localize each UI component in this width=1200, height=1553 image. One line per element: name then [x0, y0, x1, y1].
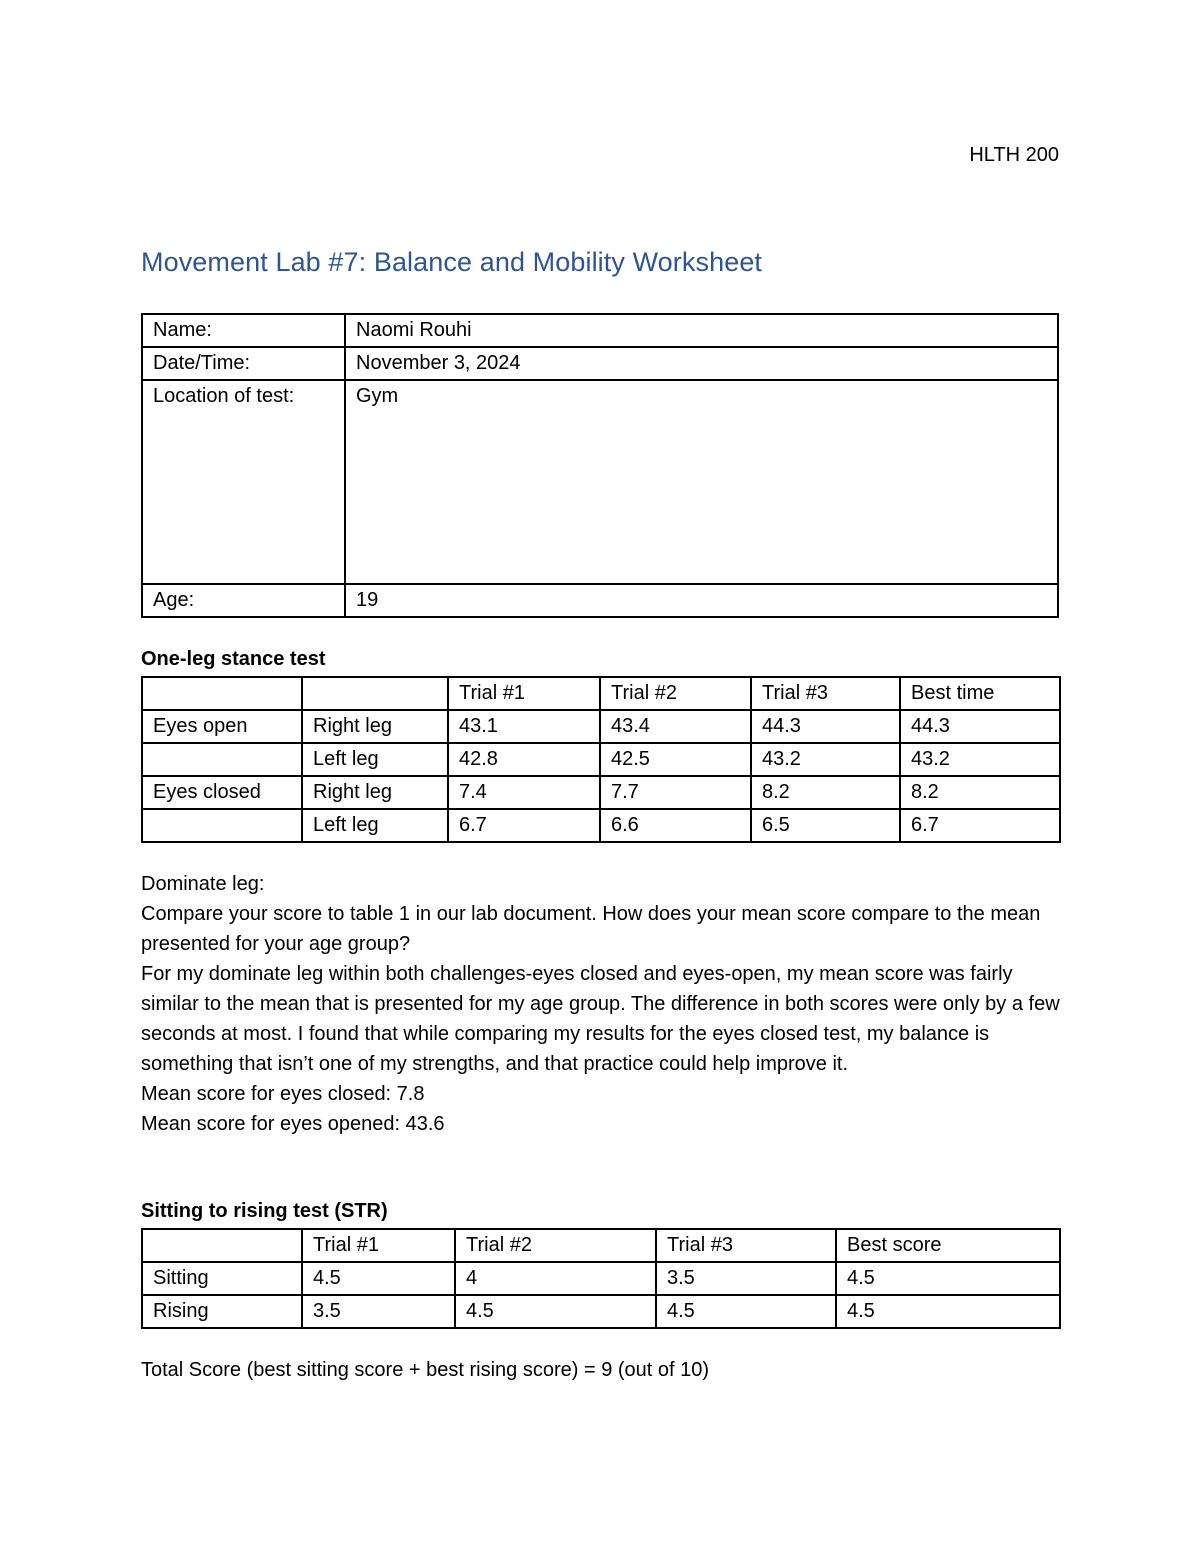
- str-test-heading: Sitting to rising test (STR): [141, 1200, 388, 1222]
- header-cell: [142, 677, 302, 710]
- header-cell: Trial #3: [751, 677, 900, 710]
- table-cell: Sitting: [142, 1262, 302, 1295]
- mean-eyes-closed: Mean score for eyes closed: 7.8: [141, 1083, 425, 1105]
- mean-eyes-opened: Mean score for eyes opened: 43.6: [141, 1113, 445, 1135]
- table-cell: 4: [455, 1262, 656, 1295]
- table-cell: 43.2: [751, 743, 900, 776]
- table-cell: 43.4: [600, 710, 751, 743]
- age-value: 19: [345, 584, 1058, 617]
- table-cell: 43.1: [448, 710, 600, 743]
- date-label: Date/Time:: [142, 347, 345, 380]
- table-header-row: [142, 1229, 1060, 1262]
- table-row: [142, 1262, 1060, 1295]
- table-cell: 4.5: [656, 1295, 836, 1328]
- name-label: Name:: [142, 314, 345, 347]
- table-cell: 8.2: [900, 776, 1060, 809]
- table-cell: 6.5: [751, 809, 900, 842]
- table-cell: 43.2: [900, 743, 1060, 776]
- table-cell: [142, 809, 302, 842]
- table-row: [142, 809, 1060, 842]
- header-cell: [142, 1229, 302, 1262]
- header-cell: Trial #3: [656, 1229, 836, 1262]
- discussion-section: [141, 869, 1071, 1139]
- table-cell: Right leg: [302, 776, 448, 809]
- table-row: [142, 314, 1058, 347]
- table-cell: [142, 743, 302, 776]
- table-cell: 4.5: [836, 1262, 1060, 1295]
- header-cell: Trial #2: [600, 677, 751, 710]
- total-score: Total Score (best sitting score + best rising score) = 9 (out of 10): [141, 1359, 710, 1381]
- header-cell: Best score: [836, 1229, 1060, 1262]
- table-cell: 42.8: [448, 743, 600, 776]
- header-cell: Trial #2: [455, 1229, 656, 1262]
- table-cell: 4.5: [455, 1295, 656, 1328]
- table-row: [142, 710, 1060, 743]
- table-cell: 6.7: [900, 809, 1060, 842]
- header-cell: [302, 677, 448, 710]
- str-test-table: [141, 1228, 1061, 1329]
- table-cell: 44.3: [900, 710, 1060, 743]
- page-title: Movement Lab #7: Balance and Mobility Worksheet: [141, 247, 763, 277]
- table-row: [142, 380, 1058, 584]
- dominant-leg-label: Dominate leg:: [141, 873, 265, 895]
- table-header-row: [142, 677, 1060, 710]
- table-row: [142, 776, 1060, 809]
- stance-test-table: [141, 676, 1061, 843]
- table-cell: 4.5: [302, 1262, 455, 1295]
- table-cell: 7.4: [448, 776, 600, 809]
- table-row: [142, 584, 1058, 617]
- table-row: [142, 1295, 1060, 1328]
- table-cell: Rising: [142, 1295, 302, 1328]
- location-value: Gym: [345, 380, 1058, 584]
- table-row: [142, 347, 1058, 380]
- table-cell: 4.5: [836, 1295, 1060, 1328]
- table-cell: Eyes open: [142, 710, 302, 743]
- table-cell: 8.2: [751, 776, 900, 809]
- table-cell: 44.3: [751, 710, 900, 743]
- table-row: [142, 743, 1060, 776]
- name-value: Naomi Rouhi: [345, 314, 1058, 347]
- table-cell: Left leg: [302, 743, 448, 776]
- age-label: Age:: [142, 584, 345, 617]
- table-cell: 7.7: [600, 776, 751, 809]
- table-cell: 3.5: [302, 1295, 455, 1328]
- course-code: HLTH 200: [969, 144, 1059, 166]
- table-cell: 6.6: [600, 809, 751, 842]
- header-cell: Trial #1: [302, 1229, 455, 1262]
- discussion-question: Compare your score to table 1 in our lab document. How does your mean score compare to the mean presented for your age group?: [141, 903, 1041, 955]
- header-cell: Best time: [900, 677, 1060, 710]
- discussion-answer: For my dominate leg within both challenges-eyes closed and eyes-open, my mean score was fairly similar to the mean that is presented for my age group. The difference in both scores were only by a few seconds at most. I found that while comparing my results for the eyes closed test, my balance is something that isn’t one of my strengths, and that practice could help improve it.: [141, 963, 1060, 1075]
- table-cell: 42.5: [600, 743, 751, 776]
- student-info-table: [141, 313, 1059, 618]
- table-cell: Left leg: [302, 809, 448, 842]
- date-value: November 3, 2024: [345, 347, 1058, 380]
- table-cell: Eyes closed: [142, 776, 302, 809]
- header-cell: Trial #1: [448, 677, 600, 710]
- table-cell: 3.5: [656, 1262, 836, 1295]
- location-label: Location of test:: [142, 380, 345, 584]
- stance-test-heading: One-leg stance test: [141, 648, 326, 670]
- table-cell: 6.7: [448, 809, 600, 842]
- table-cell: Right leg: [302, 710, 448, 743]
